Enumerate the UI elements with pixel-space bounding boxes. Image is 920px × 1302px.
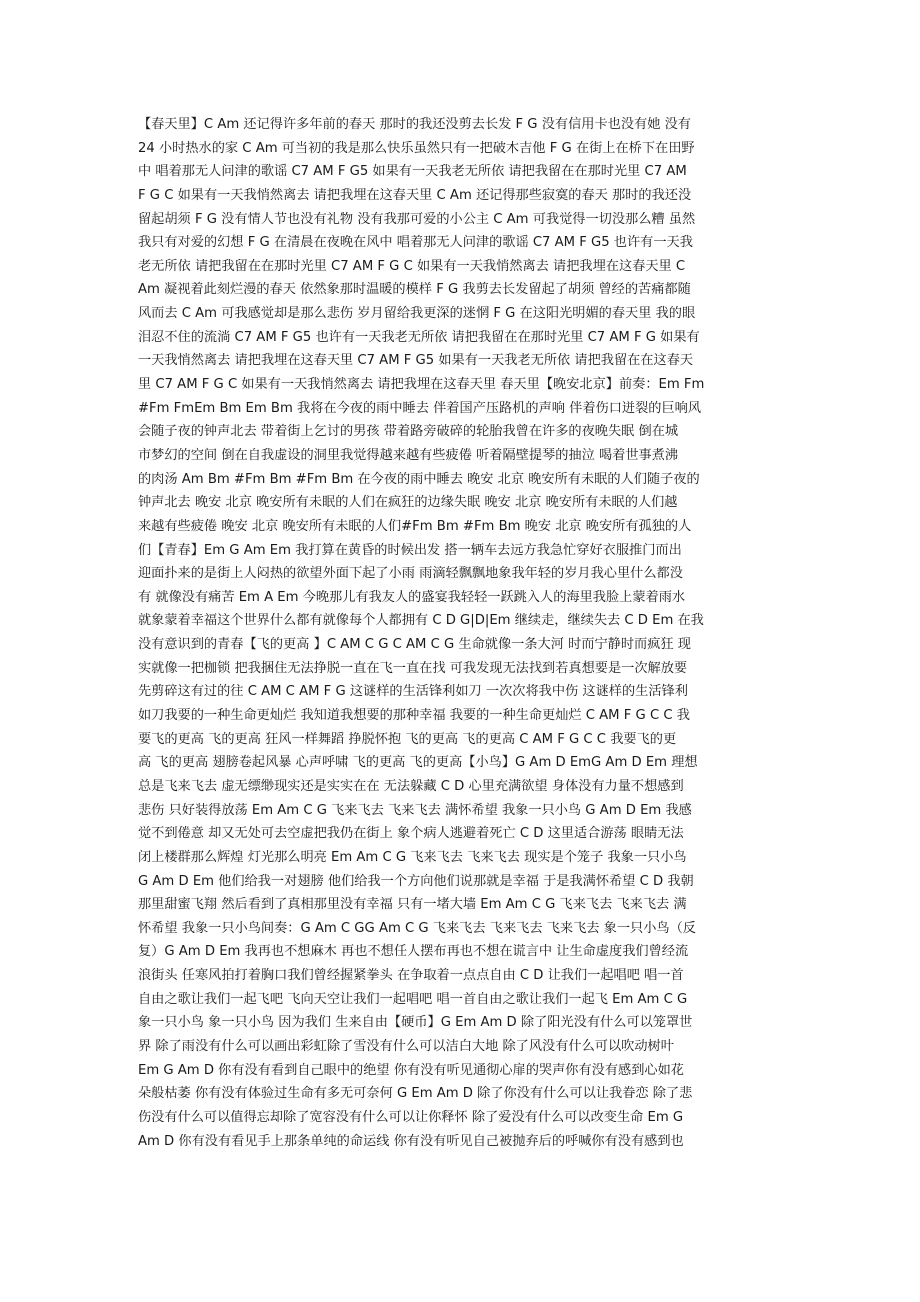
text-line: 钟声北去 晚安 北京 晚安所有未眠的人们在疯狂的边缘失眠 晚安 北京 晚安所有未眠的人们越 xyxy=(138,495,678,511)
text-line: 来越有些疲倦 晚安 北京 晚安所有未眠的人们#Fm Bm #Fm Bm 晚安 北京 晚安所有孤独的人 xyxy=(138,518,692,534)
text-line: 高 飞的更高 翅膀卷起风暴 心声呼啸 飞的更高 飞的更高【小鸟】G Am D EmG Am D Em 理想 xyxy=(138,755,698,771)
text-line: 象一只小鸟 象一只小鸟 因为我们 生来自由【硬币】G Em Am D 除了阳光没有什么可以笼罩世 xyxy=(138,1015,693,1031)
text-line: 伤没有什么可以值得忘却除了宽容没有什么可以让你释怀 除了爱没有什么可以改变生命 Em G xyxy=(138,1109,684,1125)
text-line: 风而去 C Am 可我感觉却是那么悲伤 岁月留给我更深的迷惘 F G 在这阳光明媚的春天里 我的眼 xyxy=(138,306,696,322)
text-line: F G C 如果有一天我悄然离去 请把我埋在这春天里 C Am 还记得那些寂寞的春天 那时的我还没 xyxy=(138,187,692,203)
text-line: 中 唱着那无人问津的歌谣 C7 AM F G5 如果有一天我老无所依 请把我留在在那时光里 C7 AM xyxy=(138,164,687,180)
text-line: 们【青春】Em G Am Em 我打算在黄昏的时候出发 搭一辆车去远方我急忙穿好衣服推门而出 xyxy=(138,542,682,558)
text-line: 没有意识到的青春【飞的更高 】C AM C G C AM C G 生命就像一条大河 时而宁静时而疯狂 现 xyxy=(138,637,691,653)
text-line: 会随子夜的钟声北去 带着街上乞讨的男孩 带着路旁破碎的轮胎我曾在许多的夜晚失眠 倒在城 xyxy=(138,424,679,440)
text-line: 要飞的更高 飞的更高 狂风一样舞蹈 挣脱怀抱 飞的更高 飞的更高 C AM F G C C 我要飞的更 xyxy=(138,731,677,747)
text-line: 浪街头 任寒风拍打着胸口我们曾经握紧拳头 在争取着一点点自由 C D 让我们一起唱吧 唱一首 xyxy=(138,968,684,984)
text-line: 复）G Am D Em 我再也不想麻木 再也不想任人摆布再也不想在谎言中 让生命虚度我们曾经流 xyxy=(138,944,689,960)
text-line: 市梦幻的空间 倒在自我虚设的洞里我觉得越来越有些疲倦 听着隔壁提琴的抽泣 喝着世事煮沸 xyxy=(138,447,679,463)
text-line: 觉不到倦意 却又无处可去空虚把我仍在街上 象个病人逃避着死亡 C D 这里适合游荡 眼睛无法 xyxy=(138,826,684,842)
text-line: 先剪碎这有过的往 C AM C AM F G 这谜样的生活锋利如刀 一次次将我中伤 这谜样的生活锋利 xyxy=(138,684,688,700)
text-line: 界 除了雨没有什么可以画出彩虹除了雪没有什么可以洁白大地 除了风没有什么可以吹动树叶 xyxy=(138,1038,674,1054)
text-line: 有 就像没有痛苦 Em A Em 今晚那儿有我友人的盛宴我轻轻一跃跳入人的海里我脸上蒙着雨水 xyxy=(138,589,686,605)
text-line: 就象蒙着幸福这个世界什么都有就像每个人都拥有 C D G|D|Em 继续走，继续失去 C D Em 在我 xyxy=(138,613,704,629)
text-line: 那里甜蜜飞翔 然后看到了真相那里没有幸福 只有一堵大墙 Em Am C G 飞来飞去 飞来飞去 满 xyxy=(138,897,687,913)
text-line: 留起胡须 F G 没有情人节也没有礼物 没有我那可爱的小公主 C Am 可我觉得一切没那么糟 虽然 xyxy=(138,211,696,227)
lyrics-text-block xyxy=(138,113,786,1153)
text-line: 闭上楼群那么辉煌 灯光那么明亮 Em Am C G 飞来飞去 飞来飞去 现实是个笼子 我象一只小鸟 xyxy=(138,849,687,865)
text-line: 【春天里】C Am 还记得许多年前的春天 那时的我还没剪去长发 F G 没有信用卡也没有她 没有 xyxy=(138,117,691,132)
text-line: 悲伤 只好装得放荡 Em Am C G 飞来飞去 飞来飞去 满怀希望 我象一只小鸟 G Am D Em 我感 xyxy=(138,802,692,818)
text-line: 迎面扑来的是街上人闷热的欲望外面下起了小雨 雨滴轻飘飘地象我年轻的岁月我心里什么都没 xyxy=(138,566,683,582)
text-line: 自由之歌让我们一起飞吧 飞向天空让我们一起唱吧 唱一首自由之歌让我们一起飞 Em Am C G xyxy=(138,991,688,1007)
text-line: 如刀我要的一种生命更灿烂 我知道我想要的那种幸福 我要的一种生命更灿烂 C AM F G C C 我 xyxy=(138,708,690,724)
text-line: 怀希望 我象一只小鸟间奏：G Am C GG Am C G 飞来飞去 飞来飞去 飞来飞去 象一只小鸟（反 xyxy=(138,920,696,936)
text-line: 我只有对爱的幻想 F G 在清晨在夜晚在风中 唱着那无人问津的歌谣 C7 AM F G5 也许有一天我 xyxy=(138,235,693,251)
text-line: 朵般枯萎 你有没有体验过生命有多无可奈何 G Em Am D 除了你没有什么可以让我眷恋 除了悲 xyxy=(138,1086,693,1102)
text-line: Em G Am D 你有没有看到自己眼中的绝望 你有没有听见通彻心扉的哭声你有没有感到心如花 xyxy=(138,1062,684,1078)
text-line: 24 小时热水的家 C Am 可当初的我是那么快乐虽然只有一把破木吉他 F G 在街上在桥下在田野 xyxy=(138,140,695,156)
text-line: 实就像一把枷锁 把我捆住无法挣脱一直在飞一直在找 可我发现无法找到若真想要是一次解放要 xyxy=(138,660,688,676)
text-line: Am 凝视着此刻烂漫的春天 依然象那时温暖的模样 F G 我剪去长发留起了胡须 曾经的苦痛都随 xyxy=(138,282,691,298)
text-line: Am D 你有没有看见手上那条单纯的命运线 你有没有听见自己被抛弃后的呼喊你有没有感到也 xyxy=(138,1133,684,1149)
text-line: 总是飞来飞去 虚无缥缈现实还是实实在在 无法躲藏 C D 心里充满欲望 身体没有力量不想感到 xyxy=(138,778,684,794)
text-line: 里 C7 AM F G C 如果有一天我悄然离去 请把我埋在这春天里 春天里【晚安北京】前奏：Em Fm xyxy=(138,377,705,393)
text-line: 泪忍不住的流淌 C7 AM F G5 也许有一天我老无所依 请把我留在在那时光里 C7 AM F G 如果有 xyxy=(138,329,700,345)
text-line: #Fm FmEm Bm Em Bm 我将在今夜的雨中睡去 伴着国产压路机的声响 伴着伤口迸裂的巨响风 xyxy=(138,400,702,416)
text-line: 一天我悄然离去 请把我埋在这春天里 C7 AM F G5 如果有一天我老无所依 请把我留在在这春天 xyxy=(138,353,694,369)
text-line: G Am D Em 他们给我一对翅膀 他们给我一个方向他们说那就是幸福 于是我满怀希望 C D 我朝 xyxy=(138,873,694,889)
text-line: 的肉汤 Am Bm #Fm Bm #Fm Bm 在今夜的雨中睡去 晚安 北京 晚安所有未眠的人们随子夜的 xyxy=(138,471,700,487)
text-line: 老无所依 请把我留在在那时光里 C7 AM F G C 如果有一天我悄然离去 请把我埋在这春天里 C xyxy=(138,258,686,274)
